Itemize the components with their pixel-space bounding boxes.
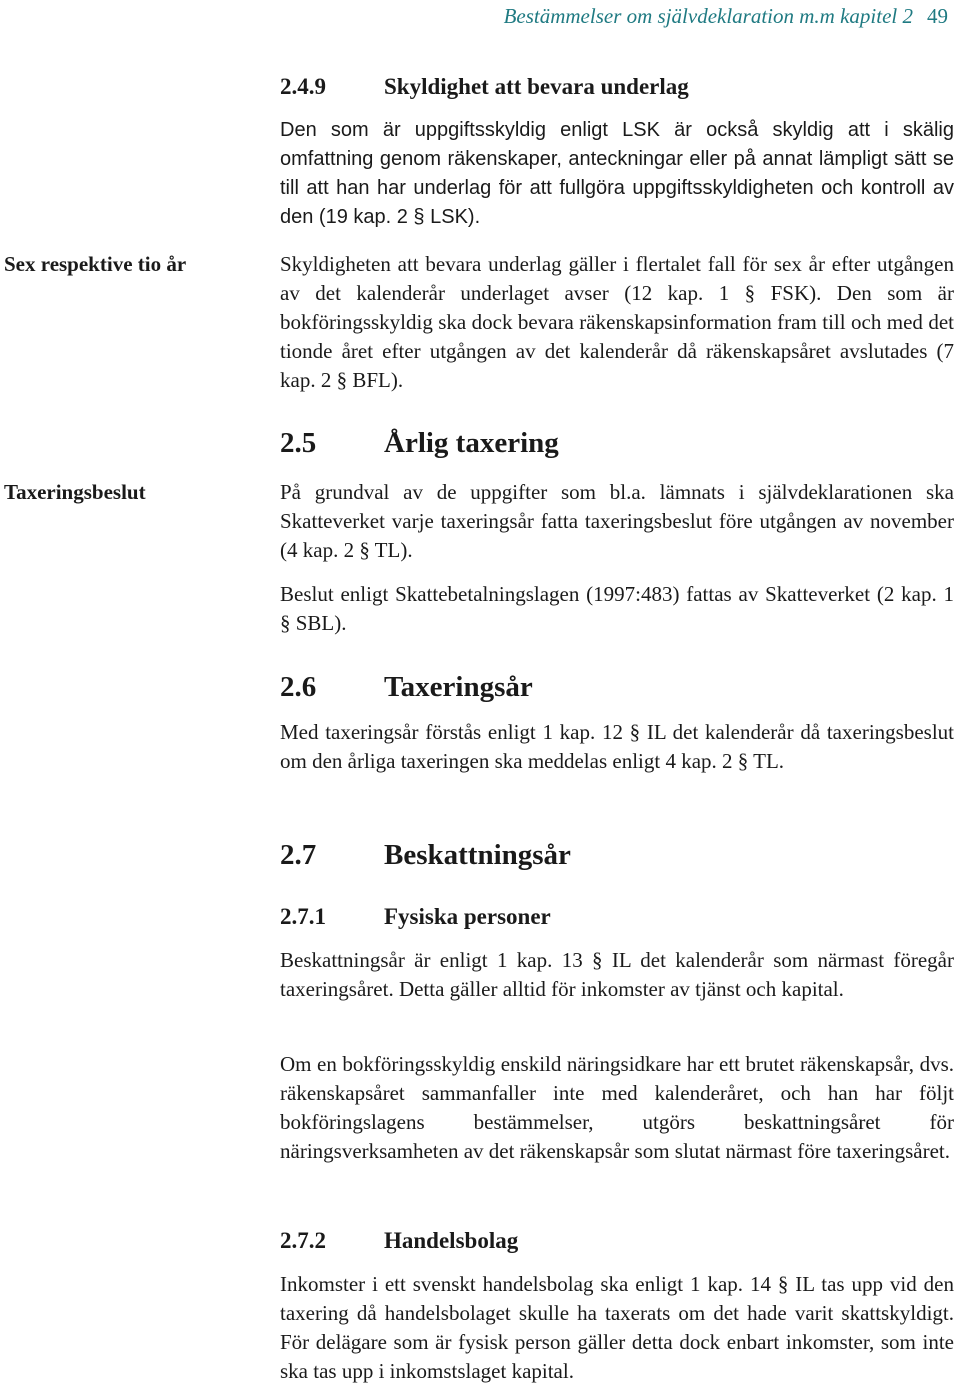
- section-2-7-heading: [280, 838, 954, 872]
- section-number: 2.7.2: [280, 1228, 326, 1253]
- section-2-6-heading: [280, 670, 954, 704]
- paragraph: Inkomster i ett svenskt handelsbolag ska enligt 1 kap. 14 § IL tas upp vid den taxering då handelsbolaget skulle ha taxerats om det hade varit skattskyldigt. För delägare som är fysisk person gäller detta dock enbart inkomster, som inte ska tas upp i inkomstslaget kapital.: [280, 1272, 954, 1383]
- paragraph: Skyldigheten att bevara underlag gäller i flertalet fall för sex år efter utgången av det kalenderår underlaget avser (12 kap. 1 § FSK). Den som är bokföringsskyldig ska dock bevara räkenskapsinformation fram till och med det tionde året efter utgången av det kalenderår då räkenskapsåret avslutades (7 kap. 2 § BFL).: [280, 252, 954, 392]
- section-number: 2.7: [280, 839, 317, 871]
- running-title: Bestämmelser om självdeklaration m.m kapitel 2: [503, 4, 913, 28]
- margin-note-sex-respektive-tio-ar: Sex respektive tio år: [4, 252, 187, 276]
- section-title: Handelsbolag: [384, 1228, 519, 1253]
- section-2-7-1-heading: [280, 902, 954, 932]
- paragraph: På grundval av de uppgifter som bl.a. lämnats i självdeklarationen ska Skatteverket varje taxeringsår fatta taxeringsbeslut före utgången av november (4 kap. 2 § TL).: [280, 480, 954, 562]
- section-number: 2.7.1: [280, 904, 326, 929]
- margin-note-taxeringsbeslut: Taxeringsbeslut: [4, 480, 146, 504]
- section-title: Fysiska personer: [384, 904, 551, 929]
- paragraph: Beskattningsår är enligt 1 kap. 13 § IL det kalenderår som närmast föregår taxeringsåret. Detta gäller alltid för inkomster av tjänst och kapital.: [280, 948, 954, 1001]
- running-header: [504, 4, 948, 29]
- section-number: 2.6: [280, 671, 317, 703]
- paragraph: Om en bokföringsskyldig enskild näringsidkare har ett brutet räkenskapsår, dvs. räkenskapsåret sammanfaller inte med kalenderåret, och han har följt bokföringslagens bestämmelser, utgörs beskattningsåret för näringsverksamheten av det räkenskapsår som slutat närmast före taxeringsåret.: [280, 1052, 954, 1163]
- paragraph: Med taxeringsår förstås enligt 1 kap. 12 § IL det kalenderår då taxeringsbeslut om den årliga taxeringen ska meddelas enligt 4 kap. 2 § TL.: [280, 720, 954, 773]
- section-2-7-2-heading: [280, 1226, 954, 1256]
- paragraph: Den som är uppgiftsskyldig enligt LSK är också skyldig att i skälig omfattning genom räkenskaper, anteckningar eller på annat lämpligt sätt se till att han har underlag för att fullgöra uppgiftsskyldigheten och kontroll av den (19 kap. 2 § LSK).: [280, 119, 954, 228]
- section-number: 2.5: [280, 427, 317, 459]
- section-2-5-heading: [280, 426, 954, 460]
- paragraph: Beslut enligt Skattebetalningslagen (1997:483) fattas av Skatteverket (2 kap. 1 § SBL).: [280, 582, 954, 635]
- section-title: Taxeringsår: [384, 671, 533, 703]
- section-number: 2.4.9: [280, 74, 326, 99]
- page-number: 49: [927, 4, 948, 28]
- section-title: Beskattningsår: [384, 839, 571, 871]
- section-2-4-9-heading: [280, 72, 954, 102]
- section-title: Årlig taxering: [384, 427, 559, 459]
- section-title: Skyldighet att bevara underlag: [384, 74, 689, 99]
